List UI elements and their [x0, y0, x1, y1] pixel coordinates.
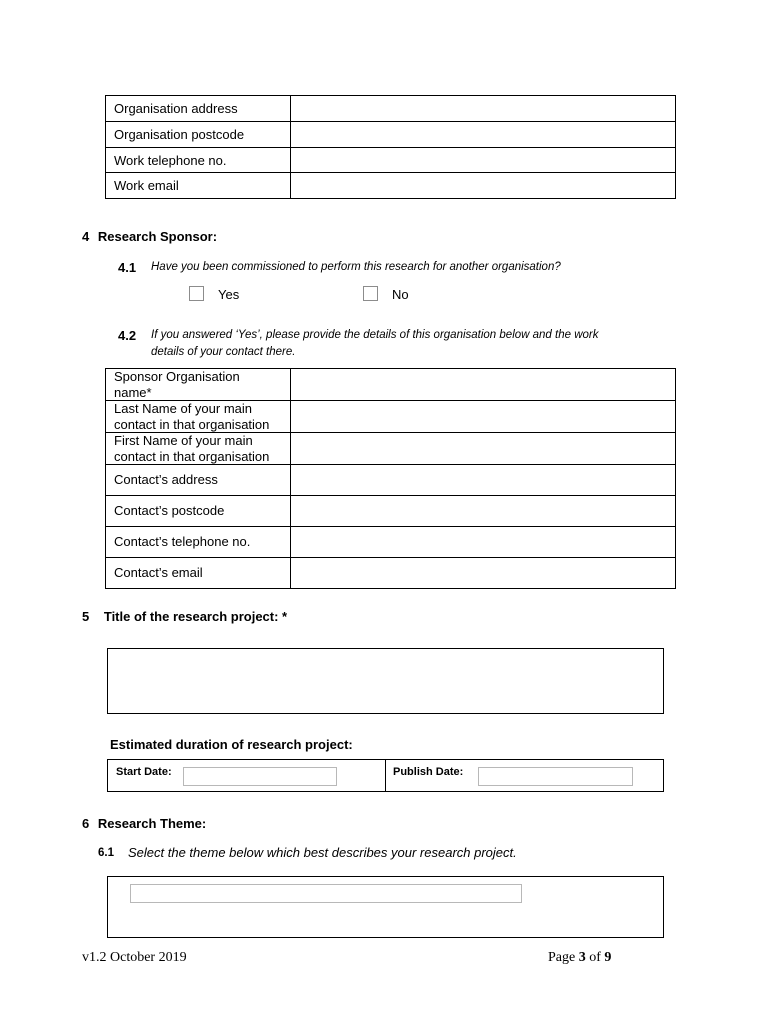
table-row: [106, 148, 676, 173]
contact-last-name-field[interactable]: [291, 401, 676, 433]
label-line: Last Name of your main: [114, 401, 253, 416]
footer-version: v1.2 October 2019: [82, 950, 187, 965]
start-date-label: Start Date:: [116, 766, 172, 778]
question-4-2-text-line2: details of your contact there.: [151, 346, 296, 358]
yes-checkbox[interactable]: [189, 286, 204, 301]
start-date-input[interactable]: [183, 767, 337, 786]
question-4-1-text: Have you been commissioned to perform this research for another organisation?: [151, 261, 561, 273]
duration-table: [107, 759, 664, 792]
table-row: [106, 96, 676, 122]
duration-divider: [385, 760, 386, 791]
publish-date-input[interactable]: [478, 767, 633, 786]
sponsor-org-name-field[interactable]: [291, 369, 676, 401]
contact-first-name-label: [106, 433, 291, 465]
section-6-heading: [82, 816, 206, 831]
work-telephone-label: Work telephone no.: [106, 148, 291, 173]
org-postcode-label: Organisation postcode: [106, 122, 291, 148]
question-4-2-text: [151, 327, 599, 361]
table-row: [106, 369, 676, 401]
table-row: [106, 527, 676, 558]
work-email-label: Work email: [106, 173, 291, 199]
table-row: [106, 465, 676, 496]
table-row: [106, 173, 676, 199]
question-6-1-number: 6.1: [98, 847, 114, 859]
contact-telephone-field[interactable]: [291, 527, 676, 558]
section-4-number: 4: [82, 229, 90, 244]
organisation-details-table: [105, 95, 676, 199]
question-4-1-number: 4.1: [118, 260, 137, 275]
page-current: 3: [578, 950, 586, 965]
question-4-2-number: 4.2: [118, 328, 137, 343]
section-5-number: 5: [82, 609, 90, 624]
label-line: First Name of your main: [114, 433, 253, 448]
contact-telephone-label: Contact’s telephone no.: [106, 527, 291, 558]
page-total: 9: [604, 950, 612, 965]
contact-email-field[interactable]: [291, 558, 676, 589]
table-row: [106, 122, 676, 148]
section-4-title: Research Sponsor:: [97, 229, 218, 244]
contact-address-label: Contact’s address: [106, 465, 291, 496]
page-prefix: Page: [548, 950, 579, 965]
section-6-title: Research Theme:: [97, 816, 207, 831]
sponsor-details-table: [105, 368, 676, 589]
project-title-input[interactable]: [107, 648, 664, 714]
contact-address-field[interactable]: [291, 465, 676, 496]
contact-postcode-field[interactable]: [291, 496, 676, 527]
publish-date-label: Publish Date:: [393, 766, 464, 778]
org-address-field[interactable]: [291, 96, 676, 122]
label-line: name*: [114, 384, 152, 400]
org-postcode-field[interactable]: [291, 122, 676, 148]
label-line: contact in that organisation: [114, 416, 270, 432]
question-4-2-text-line1: If you answered ‘Yes’, please provide the details of this organisation below and the work: [151, 329, 599, 341]
section-5-heading: [82, 609, 287, 624]
yes-option-label: Yes: [218, 287, 240, 302]
work-telephone-field[interactable]: [291, 148, 676, 173]
org-address-label: Organisation address: [106, 96, 291, 122]
table-row: [106, 401, 676, 433]
label-line: Sponsor Organisation: [114, 369, 240, 384]
table-row: [106, 558, 676, 589]
research-theme-box: [107, 876, 664, 938]
contact-last-name-label: [106, 401, 291, 433]
page-of: of: [585, 950, 605, 965]
no-option-label: No: [392, 287, 409, 302]
label-line: contact in that organisation: [114, 448, 270, 464]
estimated-duration-heading: Estimated duration of research project:: [110, 737, 353, 752]
section-4-heading: [82, 229, 217, 244]
section-6-number: 6: [82, 816, 90, 831]
sponsor-org-name-label: [106, 369, 291, 401]
work-email-field[interactable]: [291, 173, 676, 199]
contact-postcode-label: Contact’s postcode: [106, 496, 291, 527]
table-row: [106, 496, 676, 527]
research-theme-select[interactable]: [130, 884, 522, 903]
contact-first-name-field[interactable]: [291, 433, 676, 465]
no-checkbox[interactable]: [363, 286, 378, 301]
footer-page-number: [548, 950, 611, 966]
table-row: [106, 433, 676, 465]
section-5-title: Title of the research project: *: [103, 609, 288, 624]
question-6-1-text: Select the theme below which best describes your research project.: [128, 845, 517, 860]
contact-email-label: Contact’s email: [106, 558, 291, 589]
